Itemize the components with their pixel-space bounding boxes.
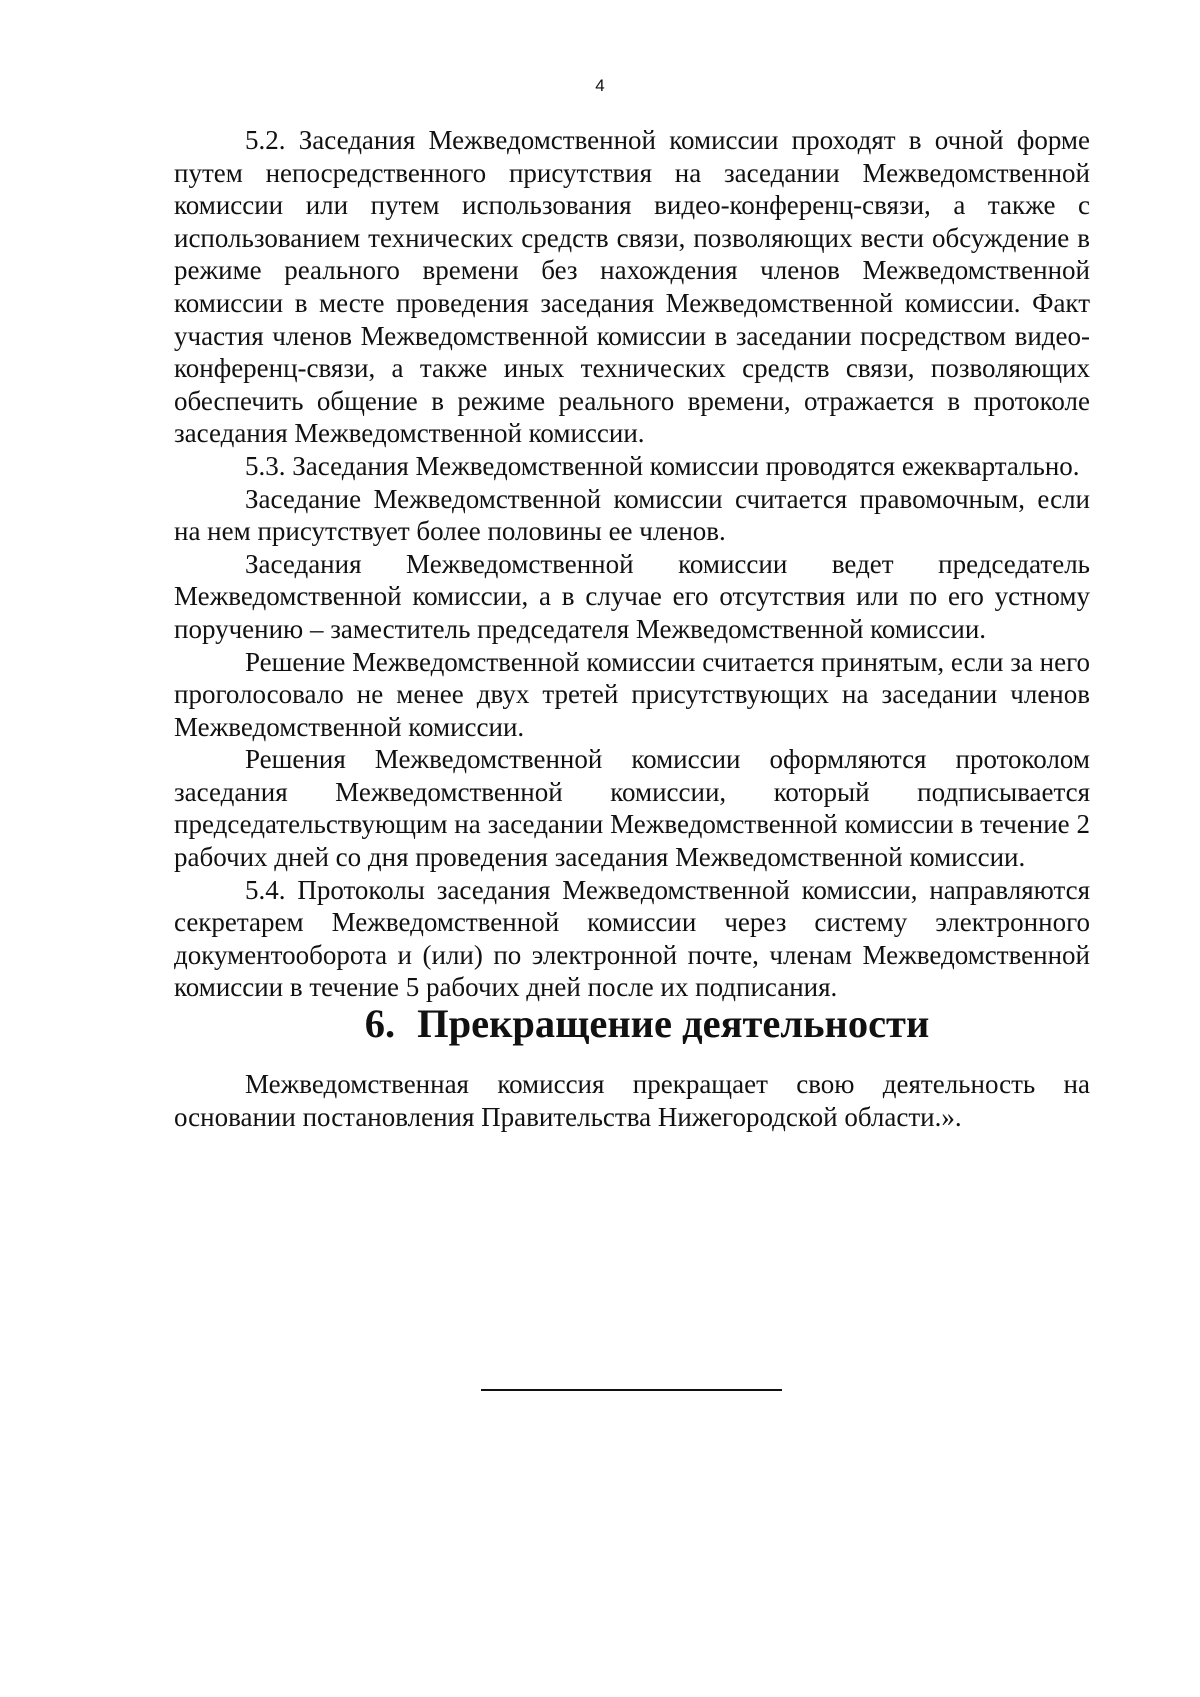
paragraph-quorum: Заседание Межведомственной комиссии считается правомочным, если на нем присутствует более половины ее членов.	[174, 483, 1090, 547]
section-number: 6.	[364, 1001, 396, 1047]
section-title: Прекращение деятельности	[417, 1001, 930, 1047]
page-number: 4	[595, 76, 605, 95]
section-heading	[174, 1001, 1090, 1068]
paragraph-decision: Решение Межведомственной комиссии считается принятым, если за него проголосовало не менее двух третей присутствующих на заседании членов Межведомственной комиссии.	[174, 646, 1090, 742]
paragraph-chairman: Заседания Межведомственной комиссии ведет председатель Межведомственной комиссии, а в случае его отсутствия или по его устному поручению – заместитель председателя Межведомственной комиссии.	[174, 548, 1090, 644]
paragraph-protocol: Решения Межведомственной комиссии оформляются протоколом заседания Межведомственной комиссии, который подписывается председательствующим на заседании Межведомственной комиссии в течение 2 рабочих дней со дня проведения заседания Межведомственной комиссии.	[174, 744, 1090, 873]
paragraph-5-3: 5.3. Заседания Межведомственной комиссии проводятся ежеквартально.	[245, 450, 1080, 481]
paragraph-5-2: 5.2. Заседания Межведомственной комиссии проходят в очной форме путем непосредственного присутствия на заседании Межведомственной комиссии или путем использования видео-конференц-связи, а также с использованием технических средств связи, позволяющих вести обсуждение в режиме реального времени без нахождения членов Межведомственной комиссии в месте проведения заседания Межведомственной комиссии. Факт участия членов Межведомственной комиссии в заседании посредством видео-конференц-связи, а также иных технических средств связи, позволяющих обеспечить общение в режиме реального времени, отражается в протоколе заседания Межведомственной комиссии.	[174, 125, 1090, 449]
paragraph-termination: Межведомственная комиссия прекращает свою деятельность на основании постановления Правительства Нижегородской области.».	[174, 1069, 1090, 1132]
paragraph-5-4: 5.4. Протоколы заседания Межведомственной комиссии, направляются секретарем Межведомственной комиссии через систему электронного документооборота и (или) по электронной почте, членам Межведомственной комиссии в течение 5 рабочих дней после их подписания.	[174, 874, 1090, 1003]
end-of-document-rule	[481, 1389, 782, 1391]
document-body	[174, 124, 1090, 1133]
